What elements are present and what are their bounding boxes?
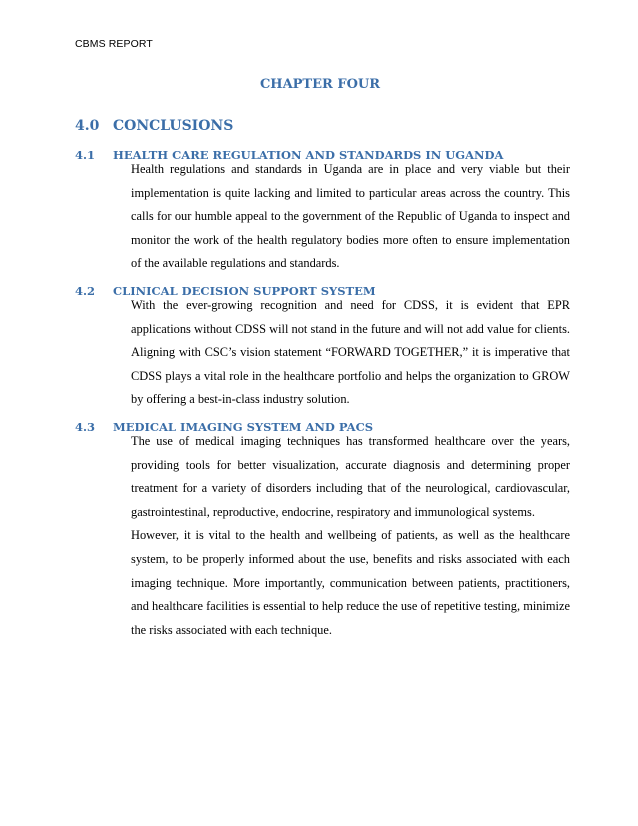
- section-title: MEDICAL IMAGING SYSTEM AND PACS: [113, 420, 374, 434]
- section-body: [131, 294, 570, 412]
- main-heading: [75, 118, 233, 134]
- paragraph: The use of medical imaging techniques has transformed healthcare over the years, providing tools for better visualization, accurate diagnosis and determining proper treatment for a variety of disorders including that of the neurological, cardiovascular, gastrointestinal, reproductive, endocrine, respiratory and immunological systems.: [131, 434, 570, 519]
- running-header: CBMS REPORT: [75, 38, 153, 50]
- section-medical-imaging: [75, 419, 570, 642]
- section-clinical-decision-support: [75, 283, 570, 412]
- section-number: 4.3: [75, 420, 96, 434]
- paragraph: Health regulations and standards in Uganda are in place and very viable but their implementation is quite lacking and limited to particular areas across the country. This calls for our humble appeal to the government of the Republic of Uganda to inspect and monitor the work of the health regulatory bodies more often to ensure implementation of the available regulations and standards.: [131, 162, 570, 271]
- section-title: CLINICAL DECISION SUPPORT SYSTEM: [113, 284, 376, 298]
- paragraph: However, it is vital to the health and wellbeing of patients, as well as the healthcare system, to be properly informed about the use, benefits and risks associated with each imaging technique. More importantly, communication between patients, practitioners, and healthcare facilities is essential to help reduce the use of repetitive testing, minimize the risks associated with each technique.: [131, 528, 570, 637]
- main-heading-number: 4.0: [75, 118, 100, 134]
- section-number: 4.1: [75, 148, 96, 162]
- chapter-title: CHAPTER FOUR: [259, 77, 381, 92]
- main-heading-title: CONCLUSIONS: [113, 118, 234, 134]
- section-health-care-regulation: [75, 147, 570, 276]
- section-title: HEALTH CARE REGULATION AND STANDARDS IN UGANDA: [113, 148, 504, 162]
- section-body: [131, 430, 570, 642]
- paragraph: With the ever-growing recognition and need for CDSS, it is evident that EPR applications without CDSS will not stand in the future and will not add value for clients. Aligning with CSC’s vision statement “FORWARD TOGETHER,” it is imperative that CDSS plays a vital role in the healthcare portfolio and helps the organization to GROW by offering a best-in-class industry solution.: [131, 298, 570, 407]
- section-number: 4.2: [75, 284, 96, 298]
- section-body: [131, 158, 570, 276]
